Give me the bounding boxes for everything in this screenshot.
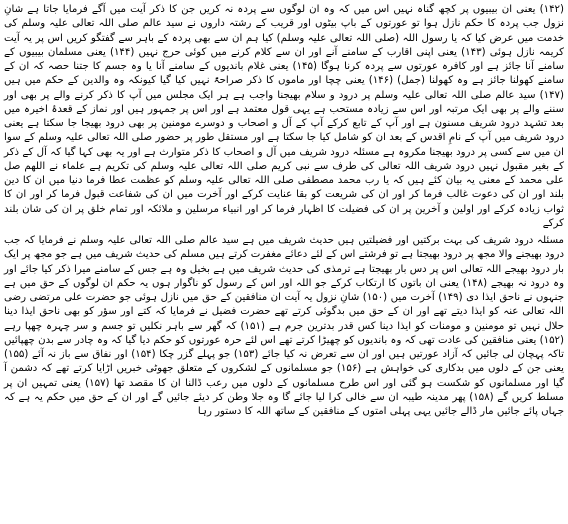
commentary-paragraph-1: (۱۴۲) یعنی ان بیبیوں پر کچھ گناہ نہیں اس میں کہ وہ ان لوگوں سے پردہ نہ کریں جن کا ذکر آیت میں آگے فرمایا جاتا ہے شانِ نزول جب پردہ کا حکم نازل ہوا تو عورتوں کے باپ بیٹوں اور قریب کے رشتہ داروں نے سید عالم صلی اللہ تعالی علیہ وسلم کی خدمت میں عرض کیا کہ یا رسول اللہ (صلی اللہ تعالی علیہ وسلم) کیا ہم ان سے بھی پردہ کے باہر سے گفتگو کریں اس پر یہ آیت کریمہ نازل ہوئی (۱۴۳) یعنی اپنی اقارب کے سامنے آنے اور ان سے کلام کرنے میں کوئی حرج نہیں (۱۴۴) یعنی مسلمان بیبیوں کے سامنے آنا جائز ہے اور کافرہ عورتوں سے پردہ کرنا ہوگا (۱۴۵) یعنی غلام باندیوں کے سامنے آنا یا وہ جسم کا جتنا حصہ کہ ان کے سامنے کھولنا جائز ہے وہ کھولنا (جمل) (۱۴۶) یعنی چچا اور ماموں کا ذکر صراحۃً نہیں کیا گیا کیونکہ وہ والدین کے حکم میں ہیں (۱۴۷) سید عالم صلی اللہ تعالی علیہ وسلم پر درود و سلام بھیجنا واجب ہے ہر ایک مجلس میں آپ کا ذکر کرنے والے پر بھی اور سننے والے پر بھی ایک مرتبہ اور اس سے زیادہ مستحب ہے یہی قول معتمد ہے اور اس پر جمہور ہیں اور نماز کے قعدۂ اخیرہ میں بعد تشہد درود شریف مسنون ہے اور آپ کے تابع کرکے آپ کے آل و اصحاب و دوسرے مومنین پر بھی درود بھیجا جا سکتا ہے یعنی درود شریف میں آپ کے نامِ اقدس کے بعد ان کو شامل کیا جا سکتا ہے اور مستقل طور پر حضور صلی اللہ تعالی علیہ وسلم کے سوا ان میں سے کسی پر درود بھیجنا مکروہ ہے مسئلہ درود شریف میں آل و اصحاب کا ذکر متوارث ہے اور یہ بھی کہا گیا کہ آل کے ذکر کے بغیر مقبول نہیں درود شریف اللہ تعالی کی طرف سے نبی کریم صلی اللہ تعالی علیہ وسلم کی تکریم ہے علماء نے اللھم صل علی محمد کے معنی یہ بیان کئے ہیں کہ یا رب محمد مصطفی صلی اللہ تعالی علیہ وسلم کو عظمت عطا فرما دنیا میں ان کا دین بلند اور ان کی دعوت غالب فرما کر اور ان کی شریعت کو بقا عنایت کرکے اور آخرت میں ان کی شفاعت قبول فرما کر اور ان کا ثواب زیادہ کرکے اور اولین و آخرین پر ان کی فضیلت کا اظہار فرما کر اور انبیاء مرسلین و ملائکہ اور تمام خلق پر ان کی شان بلند کرکے (4, 4, 564, 229)
commentary-paragraph-2: مسئلہ درود شریف کی بہت برکتیں اور فضیلتیں ہیں حدیث شریف میں ہے سید عالم صلی اللہ تعالی علیہ وسلم نے فرمایا کہ جب درود بھیجنے والا مجھ پر درود بھیجتا ہے تو فرشتے اس کے لئے دعائے مغفرت کرتے ہیں مسلم کی حدیث شریف میں ہے جو مجھ پر ایک بار درود بھیجے اللہ تعالی اس پر دس بار بھیجتا ہے ترمذی کی حدیث شریف میں ہے بخیل وہ ہے جس کے سامنے میرا ذکر کیا جائے اور وہ درود نہ بھیجے (۱۴۸) یعنی ان باتوں کا ارتکاب کرکے جو اللہ اور اس کے رسول کو ناگوار ہوں یہ حکم ان لوگوں کے حق میں ہے جنہوں نے ناحق ایذا دی (۱۴۹) آخرت میں (۱۵۰) شانِ نزول یہ آیت ان منافقین کے حق میں نازل ہوئی جو حضرت علی مرتضی رضی اللہ تعالی عنہ کو ایذا دیتے تھے اور ان کے حق میں بدگوئی کرتے تھے حضرت فضیل نے فرمایا کہ کتے اور سؤر کو بھی ناحق ایذا دینا حلال نہیں تو مومنین و مومنات کو ایذا دینا کس قدر بدترین جرم ہے (۱۵۱) کہ گھر سے باہر نکلیں تو جسم و سر چہرہ چھپا رہے (۱۵۲) یعنی منافقین کی عادت تھی کہ وہ باندیوں کو چھیڑا کرتے تھے اس لئے حرہ عورتوں کو حکم دیا گیا کہ وہ چادر سے بدن چھپائیں تاکہ پہچان لی جائیں کہ آزاد عورتیں ہیں اور ان سے تعرض نہ کیا جائے (۱۵۳) جو پہلے گزر چکا (۱۵۴) اور نفاق سے باز نہ آئے (۱۵۵) یعنی جن کے دلوں میں بدکاری کی خواہش ہے (۱۵۶) جو مسلمانوں کے لشکروں کے متعلق جھوٹی خبریں اڑایا کرتے تھے کہ دشمن آ گیا اور مسلمانوں کو شکست ہو گئی اور اس طرح مسلمانوں کے دلوں میں رعب ڈالنا ان کا مقصد تھا (۱۵۷) یعنی تمہیں ان پر مسلط کریں گے (۱۵۸) پھر مدینہ طیبہ ان سے خالی کرا لیا جائے گا وہ جلا وطن کر دیئے جائیں گے اور ان کے حق میں حکم یہ ہے کہ جہاں پائے جائیں مار ڈالے جائیں یہی پہلی امتوں کے منافقین کے ساتھ اللہ کا دستور رہا (4, 235, 564, 417)
